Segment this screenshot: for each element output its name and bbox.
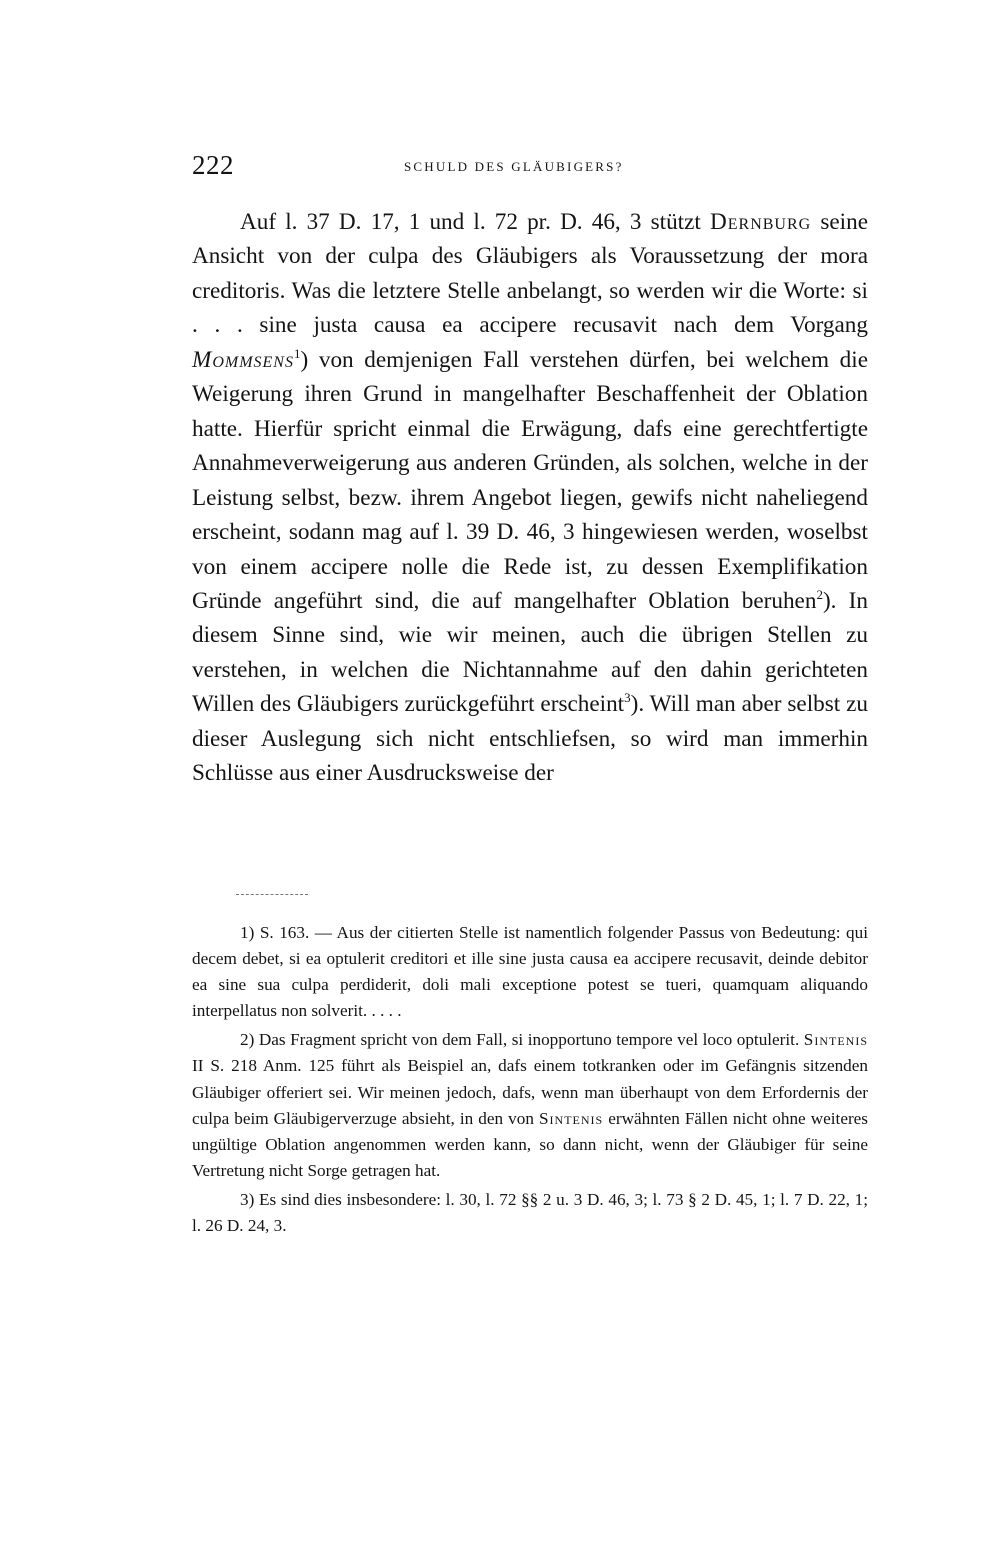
footnote-text: 2) Das Fragment spricht von dem Fall, si inopportuno tempore vel loco optulerit. <box>240 1030 804 1050</box>
text-segment: seine Ansicht von der culpa des Gläubigers als Voraussetzung der mora creditoris. Was die letztere Stelle anbelangt, so werden wir die Worte: si . . . sine justa causa ea accipere recusavit nach dem Vorgang <box>192 209 868 339</box>
running-head: SCHULD DES GLÄUBIGERS? <box>404 159 624 174</box>
footnote-ref-3[interactable]: 3 <box>624 690 631 706</box>
page-number: 222 <box>192 150 234 180</box>
footnote-1 <box>192 920 868 1024</box>
footnote-text: 1) S. 163. — Aus der citierten Stelle ist namentlich folgender Passus von Bedeutung: qui decem debet, si ea optulerit creditori et ille sine justa causa ea accipere recusavit, deinde debitor ea sine sua culpa perdiderit, doli mali exceptione potest se tueri, quamquam aliquando interpellatus non solverit. . . . . <box>192 923 868 1021</box>
text-segment: ) von demjenigen Fall verstehen dürfen, bei welchem die Weigerung ihren Grund in mangelhafter Beschaffenheit der Oblation hatte. Hierfür spricht einmal die Erwägung, dafs eine gerechtfertigte Annahmeverweigerung aus anderen Gründen, als solchen, welche in der Leistung selbst, bezw. ihrem Angebot liegen, gewifs nicht naheliegend erscheint, sodann mag auf l. 39 D. 46, 3 hingewiesen werden, woselbst von einem accipere nolle die Rede ist, zu dessen Exemplifikation Gründe angeführt sind, die auf mangelhafter Oblation beruhen <box>192 346 868 614</box>
footnote-ref-1[interactable]: 1 <box>293 345 301 361</box>
page-header <box>192 150 872 190</box>
footnote-separator <box>236 894 308 895</box>
footnote-text: II S. 218 Anm. 125 führt als Beispiel an, dafs einem totkranken oder im Gefängnis sitzenden Gläubiger offeriert sei. Wir meinen jedoch, dafs, wenn man überhaupt von dem Erfordernis der culpa beim Gläubigerverzuge absieht, in den von <box>192 1056 868 1128</box>
author-name-sintenis: Sintenis <box>538 1108 604 1128</box>
footnote-ref-2[interactable]: 2 <box>816 586 823 602</box>
footnote-text: erwähnten Fällen nicht ohne weiteres ungültige Oblation angenommen werden kann, so dann nicht, wenn der Gläubiger für seine Vertretung nicht Sorge getragen hat. <box>192 1108 868 1180</box>
author-name-mommsen: Mommsens <box>192 346 294 373</box>
main-paragraph <box>192 205 868 791</box>
text-segment: Auf l. 37 D. 17, 1 und l. 72 pr. D. 46, 3 stützt <box>240 209 710 235</box>
author-name-dernburg: Dernburg <box>710 209 812 235</box>
footnote-text: 3) Es sind dies insbesondere: l. 30, l. 72 §§ 2 u. 3 D. 46, 3; l. 73 § 2 D. 45, 1; l. 7 D. 22, 1; l. 26 D. 24, 3. <box>192 1189 868 1236</box>
footnote-2 <box>192 1027 868 1184</box>
text-segment: ). Will man aber selbst zu dieser Auslegung sich nicht entschliefsen, so wird man immerhin Schlüsse aus einer Ausdrucksweise der <box>192 691 868 787</box>
text-segment: ). In diesem Sinne sind, wie wir meinen, auch die übrigen Stellen zu verstehen, in welchen die Nichtannahme auf den dahin gerichteten Willen des Gläubigers zurückgeführt erscheint <box>192 587 868 718</box>
author-name-sintenis: Sintenis <box>803 1030 868 1050</box>
footnotes <box>192 920 868 1242</box>
footnote-3 <box>192 1187 868 1239</box>
